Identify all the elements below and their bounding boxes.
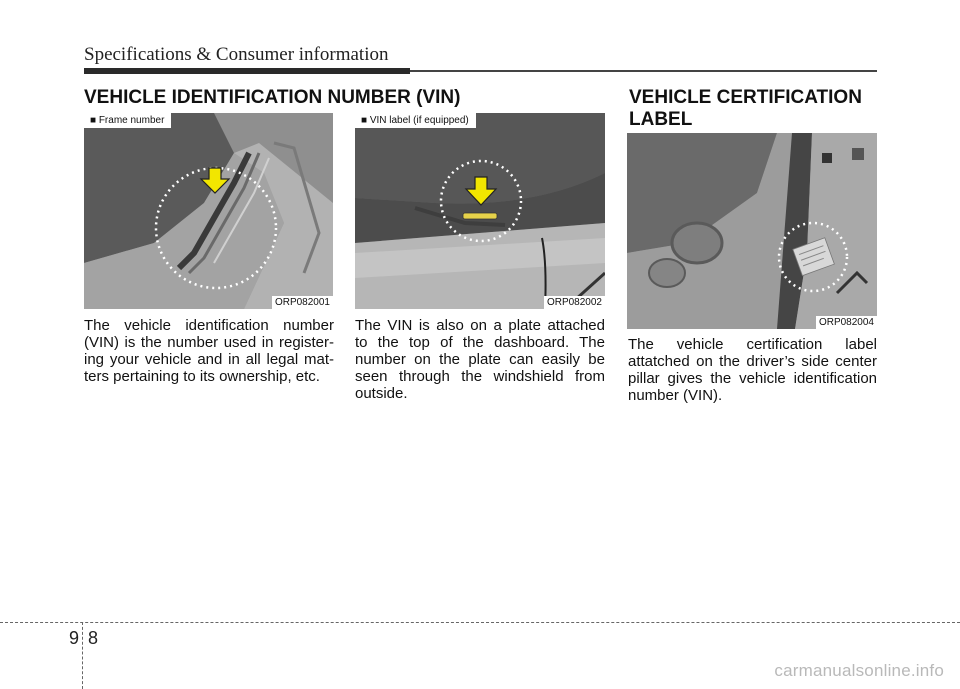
page-number: 8 <box>88 628 99 648</box>
footer-vertical-rule <box>82 622 83 689</box>
figure-code: ORP082001 <box>272 296 333 309</box>
figure-label: ■ Frame number <box>84 113 171 128</box>
watermark: carmanualsonline.info <box>774 661 944 680</box>
vin-plate-description: The VIN is also on a plate attached to the top of the dashboard. The number on the plate can easily be seen through the windshield from outside. <box>355 317 605 402</box>
header-bar <box>84 68 410 74</box>
header-rule <box>410 70 877 72</box>
footer-dashed-rule <box>0 622 960 623</box>
vin-label-figure <box>355 113 605 309</box>
frame-number-photo <box>84 113 333 309</box>
chapter-number: 9 <box>69 628 80 648</box>
vin-label-photo <box>355 113 605 309</box>
certification-heading <box>629 87 862 131</box>
certification-description: The vehicle certification label attatched on the driver’s side center pillar gives the vehicle identification number (VIN). <box>628 336 877 404</box>
page-section-title: Specifications & Consumer information <box>84 44 389 65</box>
vin-heading: VEHICLE IDENTIFICATION NUMBER (VIN) <box>84 87 461 108</box>
certification-label-photo <box>627 133 877 329</box>
figure-code: ORP082002 <box>544 296 605 309</box>
certification-label-figure <box>627 133 877 329</box>
certification-heading-line2: LABEL <box>629 109 693 130</box>
vin-description: The vehicle identification number (VIN) is the number used in register- ing your vehicle and in all legal mat- ters pertaining to its ownership, etc. <box>84 317 334 385</box>
figure-code: ORP082004 <box>816 316 877 329</box>
certification-heading-line1: VEHICLE CERTIFICATION <box>629 87 862 108</box>
figure-label: ■ VIN label (if equipped) <box>355 113 476 128</box>
frame-number-figure <box>84 113 333 309</box>
